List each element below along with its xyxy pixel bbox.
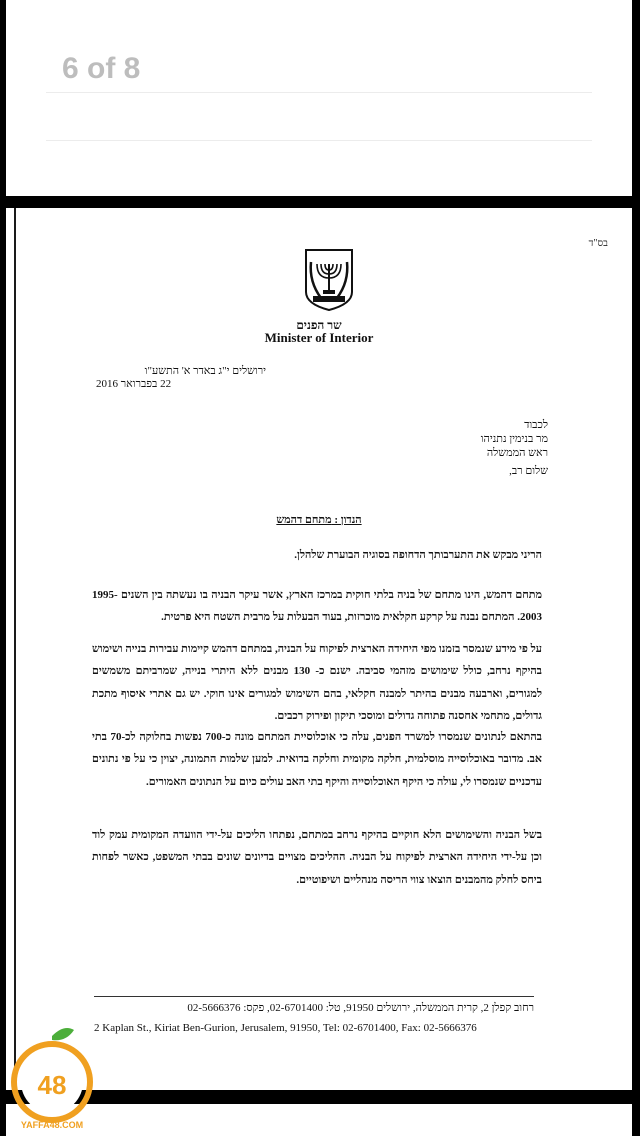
paragraph: על פי מידע שנמסר בזמנו מפי היחידה הארצית לפיקוח על הבניה, במתחם דהמש קיימות עבירות בנייה ושימוש בהיקף נרחב, כולל שימושים מזהמי סביבה. ישנם כ- 130 מבנים ללא היתרי בנייה, שמרביתם משמשים למגורים, וארבעה מבנים בהיתר למבנה חקלאי, בהם השימוש למגורים אינו חוקי. יש גם אתרי איסוף מתכת גדולים, מתחמי אחסנה פתוחה גדולים ומוסכי תיקון ופירוק רכבים. [92, 643, 542, 723]
recipient-line: ראש הממשלה [486, 447, 548, 459]
letter-page [6, 208, 632, 1090]
recipient-line: לכבוד [524, 419, 548, 431]
footer-address-hebrew: רחוב קפלן 2, קרית הממשלה, ירושלים 91950, טל: 02-6701400, פקס: 02-5666376 [187, 1002, 534, 1014]
paragraph: בשל הבניה והשימושים הלא חוקיים בהיקף נרחב במתחם, נפתחו הליכים על-ידי הוועדה המקומית עמק לוד וכן על-ידי היחידה הארצית לפיקוח על הבניה. ההליכים מצויים בדיונים שונים בבתי המשפט, כאשר לפחות ביחס לחלק מהמבנים הוצאו צווי הריסה מנהליים ושיפוטיים. [92, 829, 542, 886]
footer-address-english: 2 Kaplan St., Kiriat Ben-Gurion, Jerusalem, 91950, Tel: 02-6701400, Fax: 02-5666376 [94, 1022, 477, 1034]
top-mark: בס"ד [588, 238, 608, 249]
previous-page [6, 0, 632, 196]
svg-text:YAFFA48.COM: YAFFA48.COM [20, 1120, 84, 1130]
date-hebrew: ירושלים י"ג באדר א' התשע"ו [144, 365, 266, 377]
recipient-line: מר בנימין נתניהו [480, 433, 548, 445]
recipient-block [481, 418, 548, 460]
subject-title: מתחם דהמש [276, 514, 332, 526]
divider [46, 140, 592, 141]
date-gregorian: 22 בפברואר 2016 [96, 378, 172, 390]
office-title-english: Minister of Interior [264, 330, 374, 345]
paragraph: הריני מבקש את התערבותך הדחופה בסוגיה הבוערת שלהלן. [294, 549, 542, 561]
paragraph: מתחם דהמש, הינו מתחם של בניה בלתי חוקית במרכז הארץ, אשר עיקר הבניה בו נעשתה בין השנים 1995-2003. המתחם נבנה על קרקע חקלאית מוכרזות, בעוד הבעלות על מרבית השטח היא פרטית. [92, 589, 542, 624]
next-page [6, 1104, 632, 1136]
subject-line [6, 514, 632, 526]
greeting: שלום רב, [509, 465, 548, 477]
page-indicator: 6 of 8 [62, 52, 141, 85]
paragraph: בהתאם לנתונים שנמסרו למשרד הפנים, עלה כי אוכלוסיית המתחם מונה כ-700 נפשות בחלוקה לכ-70 בתי אב. מדובר באוכלוסייה מוסלמית, חלקה מקומית וחלקה בדואית. למען שלמות התמונה, יצוין כי על פי נתונים עדכניים שנמסרו לי, עולה כי היקף האוכלוסייה והיקף בתי האב עולים כיום על הנתונים האמורים. [92, 731, 542, 788]
yaffa48-logo-icon [8, 1022, 96, 1132]
svg-text:48: 48 [37, 1070, 67, 1100]
office-title-hebrew: שר הפנים [296, 318, 342, 332]
footer-divider [94, 996, 534, 997]
divider [46, 92, 592, 93]
state-emblem-icon [303, 248, 355, 312]
subject-prefix: הנדון : [331, 514, 362, 526]
